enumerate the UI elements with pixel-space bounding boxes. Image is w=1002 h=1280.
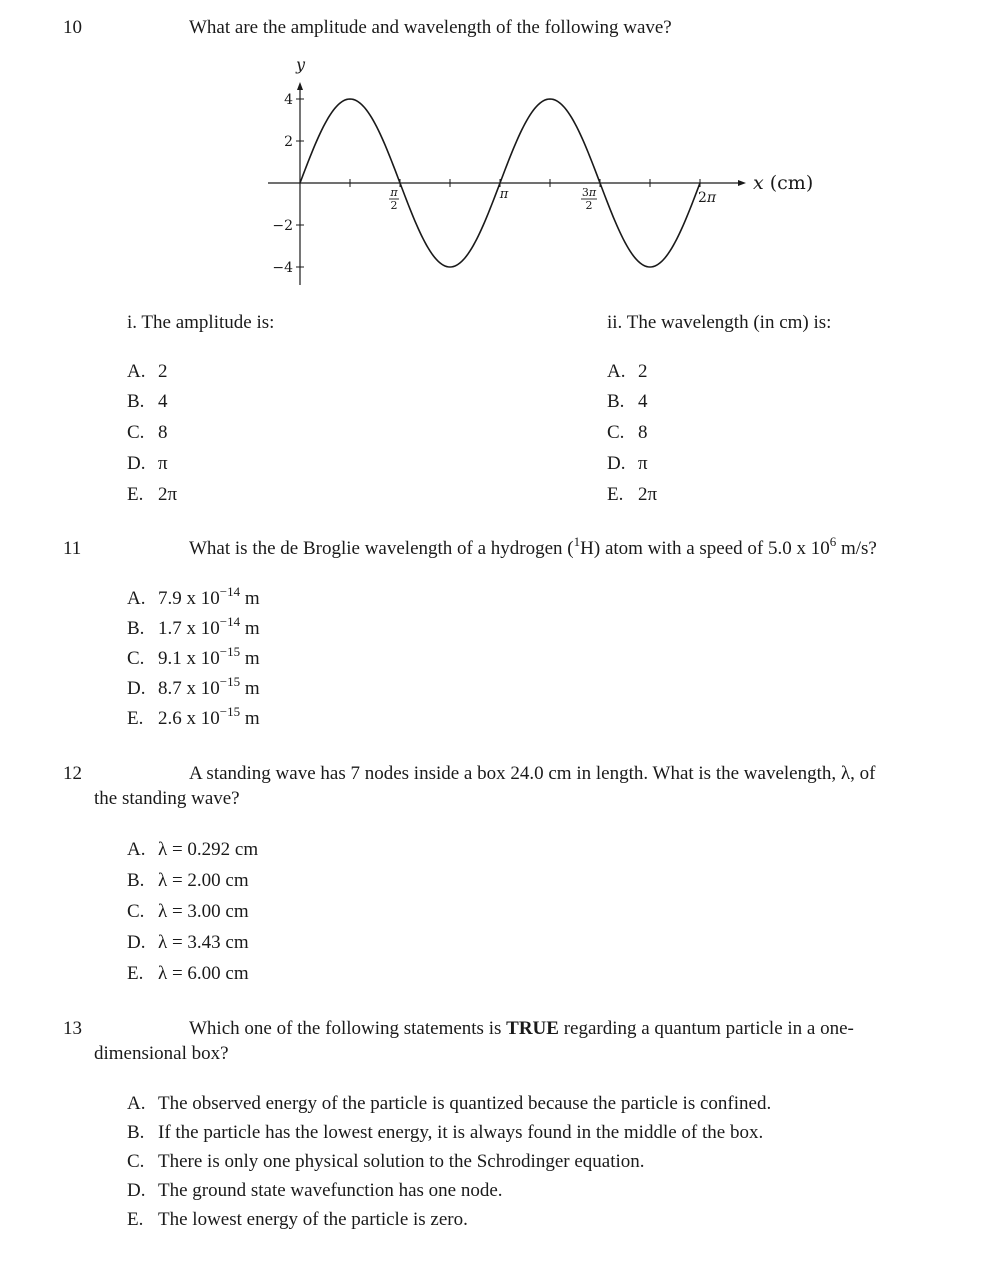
y-axis-label: y [296,55,306,74]
x-tick-label-3pi-over-2 [581,186,597,212]
q10-ii-option-c[interactable] [607,422,648,444]
q12-option-a[interactable] [127,839,258,861]
option-text: 4 [158,391,168,412]
q11-option-b[interactable] [127,613,260,640]
option-exponent: −15 [219,703,241,719]
question-number-11: 11 [63,538,82,559]
option-text: π [638,453,648,474]
option-letter: A. [127,361,146,382]
option-exponent: −15 [219,643,241,659]
option-text: 2 [158,361,168,382]
question-number-13: 13 [63,1018,82,1039]
part-ii-label: ii. The wavelength (in cm) is: [607,312,832,333]
svg-text:3π: 3π [581,186,597,199]
option-letter: C. [127,901,145,922]
option-unit: m [240,708,260,729]
option-letter: E. [127,1209,144,1230]
q11-option-a[interactable] [127,583,260,610]
y-tick-label-2: 2 [284,134,293,150]
q12-option-e[interactable] [127,963,249,985]
q10-i-option-c[interactable] [127,422,168,444]
part-i-label: i. The amplitude is: [127,312,275,333]
svg-text:2: 2 [390,199,398,212]
option-text: 2π [638,484,658,505]
option-unit: m [240,678,260,699]
x-tick-label-pi-over-2 [389,186,399,212]
option-text: The ground state wavefunction has one node. [158,1180,503,1201]
option-letter: B. [607,391,625,412]
q11-superscript-isotope: 1 [573,533,581,549]
q11-text-a: What is the de Broglie wavelength of a hydrogen ( [189,538,574,559]
svg-text:2: 2 [585,199,593,212]
q11-text-c: m/s? [836,538,877,559]
q13-option-e[interactable] [127,1209,468,1231]
wave-graph [260,50,820,300]
q13-option-a[interactable] [127,1093,771,1115]
option-text: 2π [158,484,178,505]
option-text: π [158,453,168,474]
q12-option-c[interactable] [127,901,249,923]
option-letter: B. [127,618,145,639]
option-exponent: −14 [219,583,241,599]
q12-option-b[interactable] [127,870,249,892]
option-text: λ = 6.00 cm [158,963,249,984]
option-text: λ = 2.00 cm [158,870,249,891]
y-tick-label-neg4: −4 [272,260,293,276]
q10-ii-option-e[interactable] [607,484,657,506]
q13-option-d[interactable] [127,1180,503,1202]
q10-ii-option-d[interactable] [607,453,648,475]
option-text: λ = 3.43 cm [158,932,249,953]
option-letter: D. [607,453,626,474]
question-11-text [189,533,877,560]
question-13-text-line1 [189,1018,854,1040]
option-text: If the particle has the lowest energy, it is always found in the middle of the box. [158,1122,764,1143]
q12-option-d[interactable] [127,932,249,954]
option-base: 1.7 x 10 [158,618,220,639]
question-number-12: 12 [63,763,82,784]
q13-text-b: regarding a quantum particle in a one- [558,1018,854,1039]
q11-option-d[interactable] [127,673,260,700]
x-tick-label-2pi: 2π [697,190,717,206]
option-text: 4 [638,391,648,412]
q10-i-option-e[interactable] [127,484,177,506]
option-text: λ = 3.00 cm [158,901,249,922]
option-text: The observed energy of the particle is quantized because the particle is confined. [158,1093,772,1114]
x-tick-label-pi: π [499,187,509,202]
question-number-10: 10 [63,17,82,38]
option-base: 9.1 x 10 [158,648,220,669]
option-letter: D. [127,932,146,953]
q11-text-b: H) atom with a speed of 5.0 x 10 [580,538,830,559]
option-letter: A. [127,839,146,860]
q11-option-e[interactable] [127,703,260,730]
option-exponent: −15 [219,673,241,689]
q13-option-b[interactable] [127,1122,763,1144]
q10-ii-option-b[interactable] [607,391,648,413]
q11-superscript-exponent: 6 [829,533,837,549]
option-letter: A. [127,588,146,609]
question-12-text-line1: A standing wave has 7 nodes inside a box 24.0 cm in length. What is the wavelength, λ, of [189,763,876,784]
option-letter: B. [127,391,145,412]
option-base: 2.6 x 10 [158,708,220,729]
option-letter: D. [127,453,146,474]
option-text: 8 [158,422,168,443]
option-unit: m [240,588,260,609]
option-text: 8 [638,422,648,443]
option-letter: C. [607,422,625,443]
question-12-text-line2: the standing wave? [94,788,240,809]
option-text: 2 [638,361,648,382]
q10-i-option-a[interactable] [127,361,168,383]
option-letter: C. [127,1151,145,1172]
q11-option-c[interactable] [127,643,260,670]
q10-ii-option-a[interactable] [607,361,648,383]
option-text: λ = 0.292 cm [158,839,259,860]
option-base: 8.7 x 10 [158,678,220,699]
svg-text:π: π [390,186,398,199]
option-unit: m [240,618,260,639]
option-letter: E. [127,484,144,505]
question-10-text: What are the amplitude and wavelength of the following wave? [189,17,672,38]
option-letter: A. [127,1093,146,1114]
option-exponent: −14 [219,613,241,629]
option-letter: C. [127,422,145,443]
question-13-text-line2: dimensional box? [94,1043,229,1064]
option-letter: E. [127,708,144,729]
option-letter: B. [127,870,145,891]
q13-text-bold: TRUE [506,1018,559,1039]
y-tick-label-4: 4 [284,92,293,108]
option-unit: m [240,648,260,669]
q10-i-option-d[interactable] [127,453,168,475]
q10-i-option-b[interactable] [127,391,168,413]
option-text: The lowest energy of the particle is zero. [158,1209,468,1230]
option-letter: C. [127,648,145,669]
option-letter: D. [127,1180,146,1201]
q13-option-c[interactable] [127,1151,645,1173]
option-letter: B. [127,1122,145,1143]
option-letter: E. [127,963,144,984]
x-axis-label: x (cm) [753,172,814,194]
x-axis [268,180,746,186]
y-tick-label-neg2: −2 [272,218,293,234]
option-text: There is only one physical solution to the Schrodinger equation. [158,1151,645,1172]
option-letter: E. [607,484,624,505]
q13-text-a: Which one of the following statements is [189,1018,507,1039]
option-letter: A. [607,361,626,382]
option-base: 7.9 x 10 [158,588,220,609]
option-letter: D. [127,678,146,699]
